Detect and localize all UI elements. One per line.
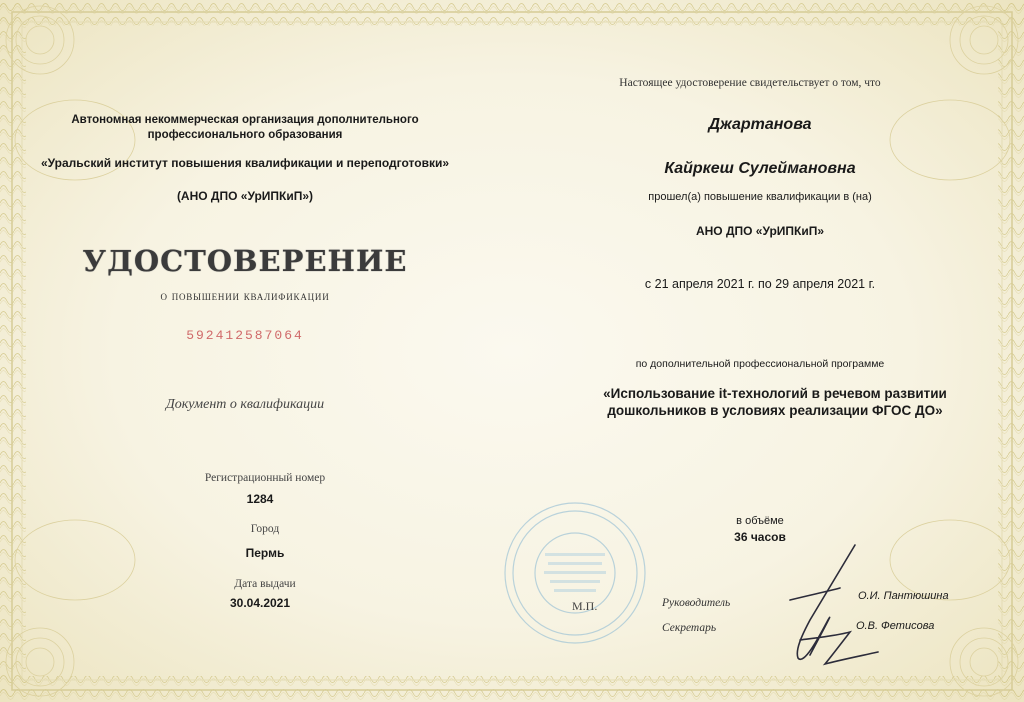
organization-type: Автономная некоммерческая организация дополнительного профессионального образования bbox=[71, 114, 419, 141]
program-name: «Использование it-технологий в речевом развитии дошкольников в условиях реализации ФГОС ДО» bbox=[603, 386, 947, 418]
organization-name: «Уральский институт повышения квалификации и переподготовки» bbox=[41, 156, 449, 170]
head-role-label: Руководитель bbox=[662, 597, 731, 609]
certification-intro: Настоящее удостоверение свидетельствует о том, что bbox=[619, 77, 881, 89]
document-subtitle: о повышении квалификации bbox=[160, 289, 330, 303]
stamp-label: М.П. bbox=[572, 599, 598, 613]
issue-date-value: 30.04.2021 bbox=[229, 596, 291, 610]
city-value: Пермь bbox=[245, 546, 285, 560]
city-label: Город bbox=[250, 523, 280, 535]
secretary-role-label: Секретарь bbox=[662, 622, 717, 634]
organization-abbreviation: (АНО ДПО «УрИПКиП») bbox=[176, 189, 314, 203]
issue-date-label: Дата выдачи bbox=[234, 578, 296, 590]
registration-value: 1284 bbox=[246, 492, 274, 506]
program-label: по дополнительной профессиональной программе bbox=[635, 358, 885, 370]
head-name: О.И. Пантюшина bbox=[858, 590, 949, 602]
stamp-seal bbox=[500, 498, 650, 648]
signature bbox=[780, 540, 890, 670]
secretary-name: О.В. Фетисова bbox=[856, 620, 935, 632]
holder-given-names: Кайркеш Сулеймановна bbox=[664, 160, 856, 177]
volume-label: в объёме bbox=[736, 515, 784, 527]
registration-label: Регистрационный номер bbox=[204, 472, 326, 484]
passed-text: прошел(а) повышение квалификации в (на) bbox=[648, 191, 872, 203]
document-type: Документ о квалификации bbox=[165, 397, 325, 412]
training-organization: АНО ДПО «УрИПКиП» bbox=[695, 224, 825, 238]
training-period: с 21 апреля 2021 г. по 29 апреля 2021 г. bbox=[644, 277, 876, 291]
volume-value: 36 часов bbox=[734, 530, 786, 544]
holder-surname: Джартанова bbox=[708, 116, 812, 133]
document-title: УДОСТОВЕРЕНИЕ bbox=[82, 244, 408, 278]
serial-number: 592412587064 bbox=[186, 328, 304, 343]
